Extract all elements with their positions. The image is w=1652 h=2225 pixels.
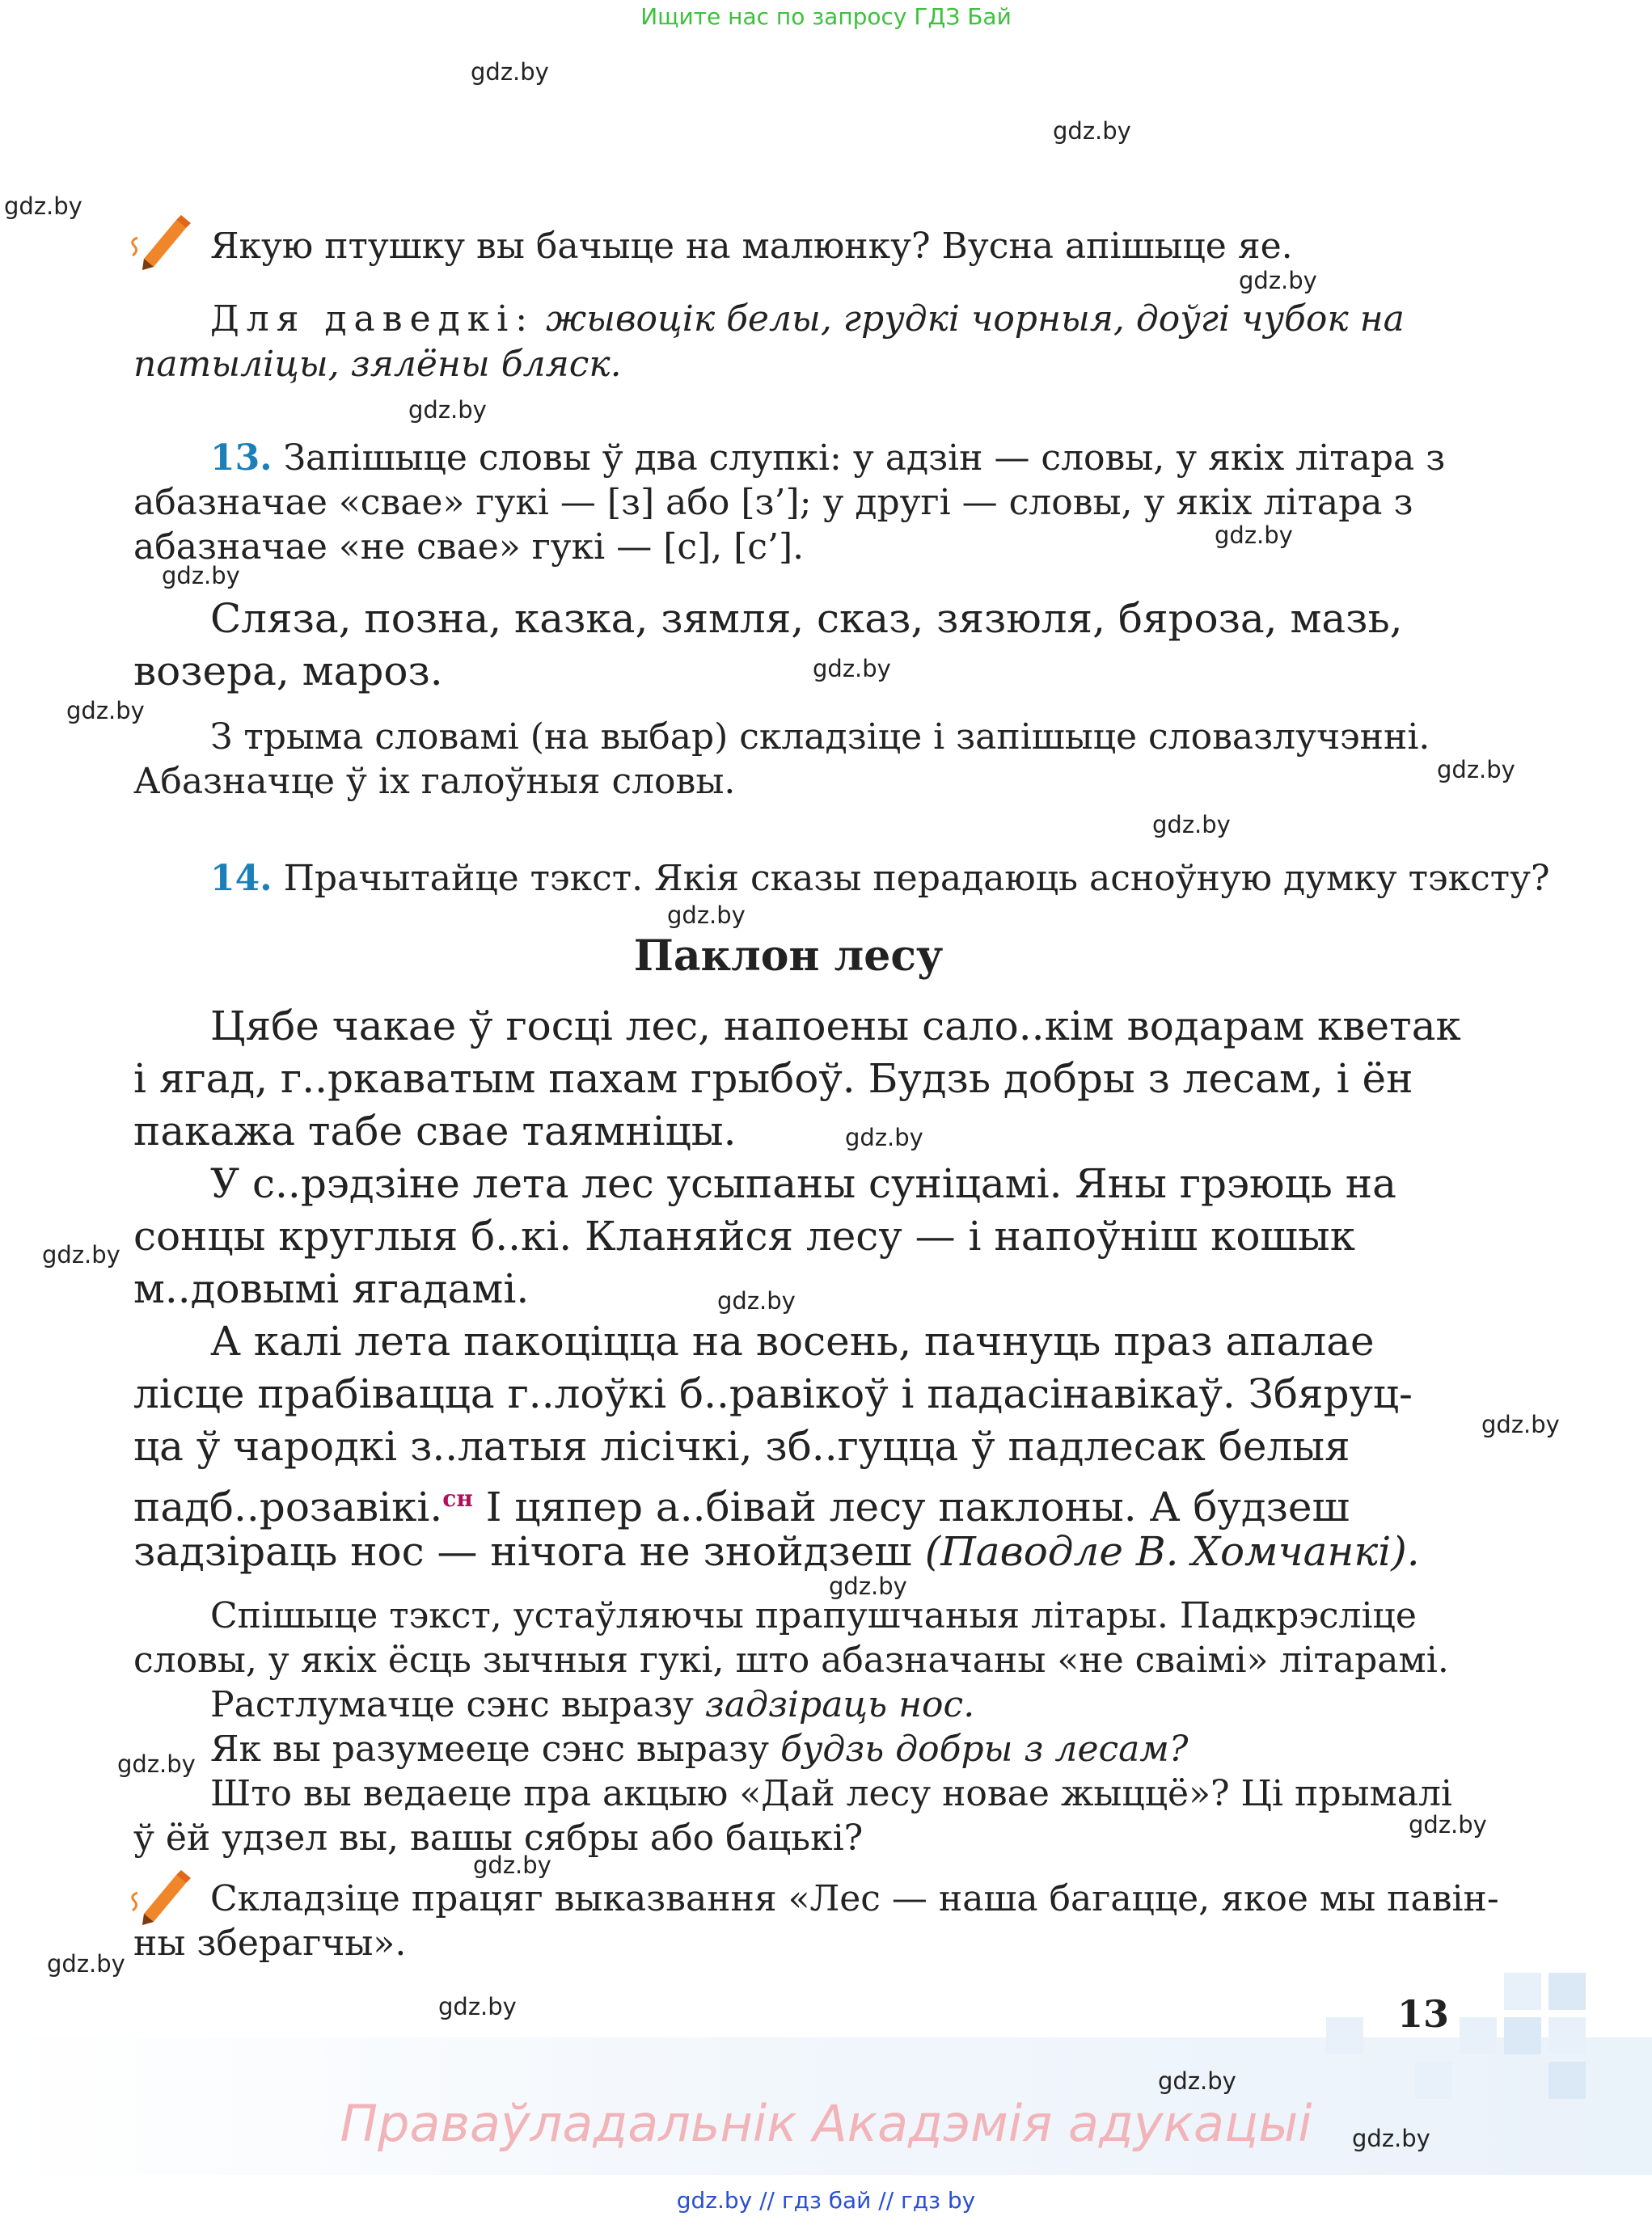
sup-mark: сн — [442, 1485, 473, 1512]
deco-square — [1548, 2017, 1586, 2054]
watermark: gdz.by — [117, 1750, 196, 1778]
deco-square — [1504, 2017, 1541, 2054]
task-number: 13. — [210, 437, 273, 479]
text-line: У с..рэдзіне лета лес усыпаны суніцамі. Яны грэюць на — [210, 1160, 1396, 1207]
question-text: Растлумачце сэнс выразу — [210, 1684, 705, 1725]
text-fragment: І цяпер а..бівай лесу паклоны. А будзеш — [485, 1484, 1350, 1530]
task13-words-line2: возера, мароз. — [133, 648, 443, 695]
watermark: gdz.by — [1053, 117, 1131, 145]
question-line — [210, 1683, 974, 1727]
rights-holder: Праваўладальнік Акадэмія адукацыі — [340, 2094, 1312, 2153]
watermark: gdz.by — [1409, 1811, 1487, 1839]
bird-hint-line1 — [210, 298, 1441, 341]
watermark: gdz.by — [162, 562, 240, 589]
hint-text: жывоцік белы, грудкі чорныя, доўгі чубок на — [546, 298, 1405, 340]
bottom-banner: gdz.by // гдз бай // гдз by — [676, 2187, 976, 2214]
watermark: gdz.by — [42, 1241, 120, 1269]
write-task-line1: Складзіце працяг выказвання «Лес — наша багацце, якое мы павін- — [210, 1878, 1499, 1919]
watermark: gdz.by — [408, 396, 487, 424]
text-title: Паклон лесу — [633, 931, 944, 981]
watermark: gdz.by — [813, 655, 891, 682]
question-phrase: будзь добры з лесам? — [780, 1729, 1189, 1770]
watermark: gdz.by — [66, 697, 145, 724]
task13-extra-line2: Абазначце ў іх галоўныя словы. — [133, 761, 736, 802]
question-line: Што вы ведаеце пра акцыю «Дай лесу новае жыццё»? Ці прымалі — [210, 1773, 1452, 1814]
watermark: gdz.by — [1215, 521, 1293, 549]
text-line: лісце прабівацца г..лоўкі б..равікоў і падасінавікаў. Збяруц- — [133, 1370, 1413, 1417]
question-line: словы, у якіх ёсць зычныя гукі, што абазначаны «не сваімі» літарамі. — [133, 1640, 1449, 1681]
deco-square — [1504, 1973, 1541, 2010]
text-line: сонцы круглыя б..кі. Кланяйся лесу — і напоўніш кошык — [133, 1213, 1355, 1260]
text-line: і ягад, г..ркаватым пахам грыбоў. Будзь добры з лесам, і ён — [133, 1055, 1413, 1102]
watermark: gdz.by — [1239, 267, 1317, 294]
watermark: gdz.by — [1481, 1411, 1560, 1438]
text-fragment: задзіраць нос — нічога не знойдзеш — [133, 1528, 912, 1575]
text-source: (Паводле В. Хомчанкі). — [924, 1528, 1420, 1575]
text-line: ца ў чародкі з..латыя лісічкі, зб..гуцца ў падлесак белыя — [133, 1423, 1350, 1470]
text-line: Цябе чакае ў госці лес, напоены сало..кім водарам кветак — [210, 1003, 1461, 1049]
question-phrase: задзіраць нос. — [704, 1684, 975, 1725]
text-line — [133, 1526, 1420, 1577]
question-text: Як вы разумееце сэнс выразу — [210, 1729, 781, 1770]
pencil-icon — [129, 209, 194, 273]
deco-square — [1326, 2017, 1363, 2054]
task13-extra-line1: З трыма словамі (на выбар) складзіце і запішыце словазлучэнні. — [210, 716, 1430, 758]
watermark: gdz.by — [471, 58, 549, 86]
task13-text: Запішыце словы ў два слупкі: у адзін — словы, у якіх літара з — [283, 437, 1446, 479]
text-fragment: падб..розавікі. — [133, 1484, 443, 1530]
task14-instruction — [210, 857, 1550, 901]
watermark: gdz.by — [4, 192, 82, 220]
text-line: м..довымі ягадамі. — [133, 1265, 530, 1312]
pencil-icon — [129, 1864, 194, 1928]
deco-square — [1548, 1973, 1586, 2010]
question-line: ў ёй удзел вы, вашы сябры або бацькі? — [133, 1818, 864, 1859]
task14-text: Прачытайце тэкст. Якія сказы перадаюць асноўную думку тэксту? — [283, 858, 1550, 899]
watermark: gdz.by — [1152, 811, 1231, 838]
watermark: gdz.by — [1437, 756, 1515, 783]
bird-hint-line2: патыліцы, зялёны бляск. — [133, 344, 622, 385]
watermark: gdz.by — [47, 1950, 125, 1978]
task13-words-line1: Сляза, позна, казка, зямля, сказ, зязюля, бяроза, мазь, — [210, 595, 1403, 642]
task13-line3: абазначае «не свае» гукі — [с], [с’]. — [133, 526, 805, 568]
page-number: 13 — [1397, 1992, 1450, 2036]
watermark: gdz.by — [1158, 2067, 1236, 2095]
watermark: gdz.by — [667, 901, 746, 929]
question-line — [210, 1728, 1188, 1771]
watermark: gdz.by — [473, 1851, 551, 1879]
watermark: gdz.by — [1352, 2125, 1430, 2152]
watermark: gdz.by — [845, 1124, 923, 1151]
text-line — [133, 1473, 1350, 1533]
question-line: Спішыце тэкст, устаўляючы прапушчаныя літары. Падкрэсліце — [210, 1595, 1417, 1636]
watermark: gdz.by — [829, 1573, 907, 1600]
watermark: gdz.by — [717, 1287, 796, 1315]
deco-square — [1460, 2017, 1497, 2054]
bird-question: Якую птушку вы бачыце на малюнку? Вусна апішыце яе. — [210, 226, 1293, 267]
top-banner: Ищите нас по запросу ГДЗ Бай — [640, 3, 1012, 30]
task-number: 14. — [210, 858, 273, 899]
task13-line1 — [210, 437, 1445, 480]
text-line: А калі лета пакоціцца на восень, пачнуць праз апалае — [210, 1318, 1375, 1365]
hint-label: Для даведкі: — [210, 298, 535, 340]
task13-line2: абазначае «свае» гукі — [з] або [з’]; у другі — словы, у якіх літара з — [133, 482, 1413, 523]
text-line: пакажа табе свае таямніцы. — [133, 1108, 737, 1155]
watermark: gdz.by — [438, 1993, 517, 2020]
write-task-line2: ны зберагчы». — [133, 1923, 407, 1964]
